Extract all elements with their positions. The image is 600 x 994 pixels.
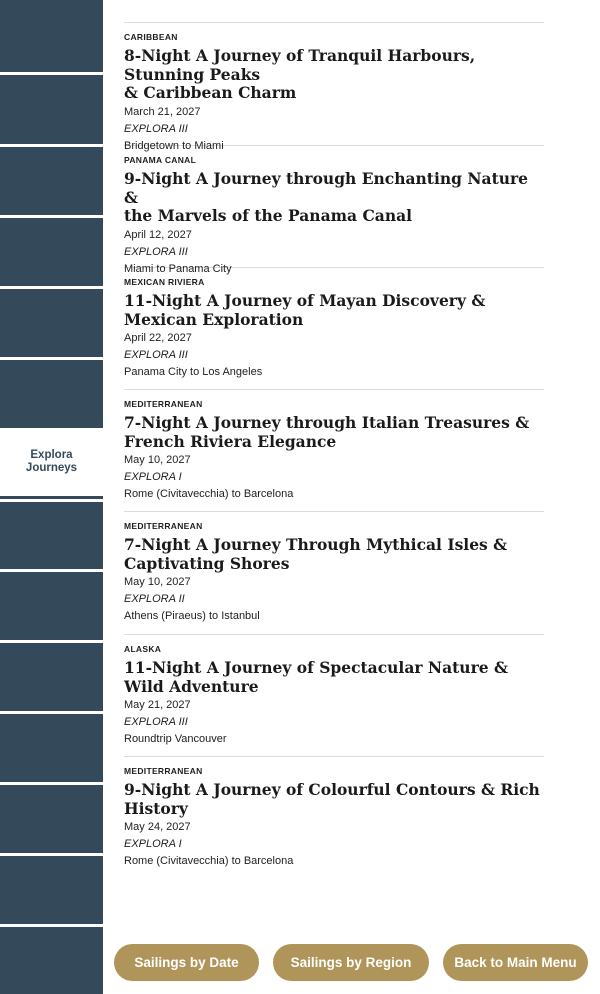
journey-title[interactable]: 8-Night A Journey of Tranquil Harbours, Stunning Peaks & Caribbean Charm [124,46,476,102]
journey-card[interactable] [124,22,544,152]
sidebar [0,0,103,994]
sidebar-item-9[interactable] [0,502,103,569]
sidebar-item-6[interactable] [0,360,103,428]
journey-route: Panama City to Los Angeles [124,366,263,378]
journey-region: MEDITERRANEAN [124,766,203,776]
sailings-by-date-button[interactable]: Sailings by Date [114,944,259,981]
sidebar-item-3[interactable] [0,147,103,215]
sailings-by-region-button[interactable]: Sailings by Region [273,944,429,981]
journey-card[interactable] [124,511,544,634]
journey-title[interactable]: 9-Night A Journey through Enchanting Nature & the Marvels of the Panama Canal [124,169,529,225]
journey-region: CARIBBEAN [124,32,178,42]
journey-region: MEDITERRANEAN [124,399,203,409]
journey-ship: EXPLORA III [124,716,188,728]
journey-card[interactable] [124,389,544,511]
sidebar-item-4[interactable] [0,218,103,286]
sidebar-item-14[interactable] [0,856,103,924]
sidebar-item-13[interactable] [0,785,103,853]
journey-ship: EXPLORA III [124,349,188,361]
journey-route: Bridgetown to Miami [124,139,224,152]
sidebar-item-8[interactable] [0,496,103,499]
journey-region: MEDITERRANEAN [124,521,203,531]
journey-date: March 21, 2027 [124,105,201,118]
journey-route: Miami to Panama City [124,262,232,275]
sidebar-item-12[interactable] [0,714,103,782]
journey-date: April 22, 2027 [124,332,192,344]
sidebar-item-explora-journeys-label: Explora Journeys [25,449,78,474]
journey-date: April 12, 2027 [124,228,192,241]
journey-title[interactable]: 7-Night A Journey through Italian Treasures & French Riviera Elegance [124,413,530,451]
journey-date: May 24, 2027 [124,821,191,833]
journey-list [124,22,544,866]
journey-ship: EXPLORA I [124,838,182,850]
journey-title[interactable]: 11-Night A Journey of Mayan Discovery & Mexican Exploration [124,291,486,329]
journey-route: Rome (Civitavecchia) to Barcelona [124,488,294,500]
sidebar-item-explora-journeys[interactable] [0,431,103,493]
sidebar-item-2[interactable] [0,75,103,144]
journey-title[interactable]: 7-Night A Journey Through Mythical Isles & Captivating Shores [124,535,508,573]
journey-route: Athens (Piraeus) to Istanbul [124,610,260,622]
back-to-main-menu-button[interactable]: Back to Main Menu [443,944,588,981]
journey-title[interactable]: 9-Night A Journey of Colourful Contours & Rich History [124,780,540,818]
sidebar-item-15[interactable] [0,927,103,994]
journey-region: MEXICAN RIVIERA [124,277,205,287]
sidebar-item-5[interactable] [0,289,103,357]
journey-route: Rome (Civitavecchia) to Barcelona [124,855,294,867]
journey-ship: EXPLORA III [124,245,188,258]
journey-card[interactable] [124,634,544,756]
journey-card[interactable] [124,267,544,389]
journey-ship: EXPLORA II [124,593,185,605]
journey-date: May 21, 2027 [124,699,191,711]
journey-card[interactable] [124,145,544,275]
sidebar-item-11[interactable] [0,643,103,711]
journey-date: May 10, 2027 [124,454,191,466]
journey-ship: EXPLORA III [124,122,188,135]
journey-region: PANAMA CANAL [124,155,197,165]
journey-card[interactable] [124,756,544,866]
journey-region: ALASKA [124,644,162,654]
sidebar-item-10[interactable] [0,572,103,640]
sidebar-item-1[interactable] [0,0,103,72]
journey-date: May 10, 2027 [124,576,191,588]
journey-route: Roundtrip Vancouver [124,733,227,745]
journey-title[interactable]: 11-Night A Journey of Spectacular Nature & Wild Adventure [124,658,508,696]
journey-ship: EXPLORA I [124,471,182,483]
